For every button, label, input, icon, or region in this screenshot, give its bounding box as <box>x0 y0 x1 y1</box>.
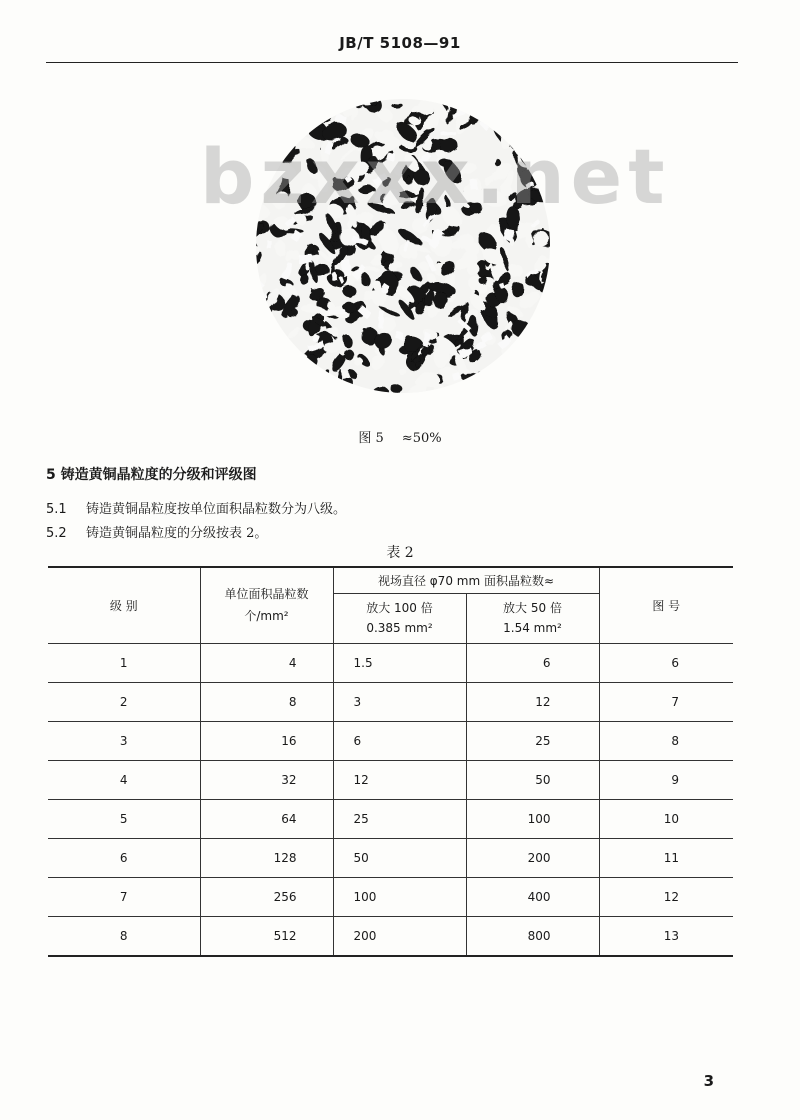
header-mag-50 <box>466 593 599 643</box>
header-mag-50-line2: 1.54 mm² <box>503 621 562 635</box>
table-row <box>48 682 733 721</box>
header-unit-count <box>200 567 333 643</box>
cell-mag-50: 800 <box>466 916 599 956</box>
cell-mag-100: 25 <box>333 799 466 838</box>
cell-mag-100: 50 <box>333 838 466 877</box>
cell-grade: 5 <box>48 799 200 838</box>
standard-number-header: JB/T 5108—91 <box>339 34 461 52</box>
paragraph-5-1 <box>46 498 346 517</box>
cell-unit-count: 64 <box>200 799 333 838</box>
cell-grade: 7 <box>48 877 200 916</box>
table-row <box>48 799 733 838</box>
header-unit-count-line1: 单位面积晶粒数 <box>224 587 309 602</box>
header-mag-100-line2: 0.385 mm² <box>366 621 433 635</box>
cell-mag-100: 3 <box>333 682 466 721</box>
cell-mag-100: 12 <box>333 760 466 799</box>
cell-mag-50: 12 <box>466 682 599 721</box>
figure-magnification: ≈50% <box>401 431 442 446</box>
cell-mag-100: 200 <box>333 916 466 956</box>
paragraph-text: 铸造黄铜晶粒度按单位面积晶粒数分为八级。 <box>86 502 347 517</box>
table-row <box>48 877 733 916</box>
cell-figure-no: 11 <box>599 838 733 877</box>
cell-mag-50: 200 <box>466 838 599 877</box>
cell-grade: 2 <box>48 682 200 721</box>
cell-grade: 1 <box>48 643 200 682</box>
cell-unit-count: 32 <box>200 760 333 799</box>
cell-figure-no: 7 <box>599 682 733 721</box>
cell-unit-count: 256 <box>200 877 333 916</box>
cell-figure-no: 6 <box>599 643 733 682</box>
cell-grade: 6 <box>48 838 200 877</box>
table-row <box>48 916 733 956</box>
cell-figure-no: 13 <box>599 916 733 956</box>
header-field-group: 视场直径 φ70 mm 面积晶粒数≈ <box>333 567 599 593</box>
table-row <box>48 721 733 760</box>
table-row <box>48 760 733 799</box>
cell-unit-count: 8 <box>200 682 333 721</box>
grain-size-table <box>48 566 733 957</box>
header-grade: 级 别 <box>48 567 200 643</box>
header-mag-100 <box>333 593 466 643</box>
cell-unit-count: 4 <box>200 643 333 682</box>
table-row <box>48 643 733 682</box>
paragraph-number: 5.1 <box>46 502 67 517</box>
cell-mag-50: 50 <box>466 760 599 799</box>
paragraph-5-2 <box>46 522 267 541</box>
header-mag-50-line1: 放大 50 倍 <box>503 601 562 615</box>
cell-unit-count: 16 <box>200 721 333 760</box>
section-title: 5 铸造黄铜晶粒度的分级和评级图 <box>46 467 257 483</box>
table-title: 表 2 <box>386 545 414 561</box>
cell-mag-50: 6 <box>466 643 599 682</box>
cell-figure-no: 10 <box>599 799 733 838</box>
paragraph-text: 铸造黄铜晶粒度的分级按表 2。 <box>86 526 268 541</box>
header-unit-count-line2: 个/mm² <box>244 609 289 624</box>
figure-caption <box>0 427 800 446</box>
figure-label: 图 5 <box>358 431 384 446</box>
cell-grade: 8 <box>48 916 200 956</box>
cell-mag-50: 400 <box>466 877 599 916</box>
cell-mag-100: 6 <box>333 721 466 760</box>
header-rule <box>46 62 738 63</box>
header-figure-no: 图 号 <box>599 567 733 643</box>
cell-unit-count: 128 <box>200 838 333 877</box>
cell-figure-no: 8 <box>599 721 733 760</box>
cell-grade: 3 <box>48 721 200 760</box>
cell-mag-100: 100 <box>333 877 466 916</box>
cell-unit-count: 512 <box>200 916 333 956</box>
header-mag-100-line1: 放大 100 倍 <box>366 601 433 615</box>
paragraph-number: 5.2 <box>46 526 67 541</box>
table-row <box>48 838 733 877</box>
cell-mag-50: 100 <box>466 799 599 838</box>
watermark-text: bzxxx.net <box>200 132 671 221</box>
page-number: 3 <box>703 1072 714 1090</box>
cell-figure-no: 12 <box>599 877 733 916</box>
cell-figure-no: 9 <box>599 760 733 799</box>
cell-mag-100: 1.5 <box>333 643 466 682</box>
cell-grade: 4 <box>48 760 200 799</box>
cell-mag-50: 25 <box>466 721 599 760</box>
